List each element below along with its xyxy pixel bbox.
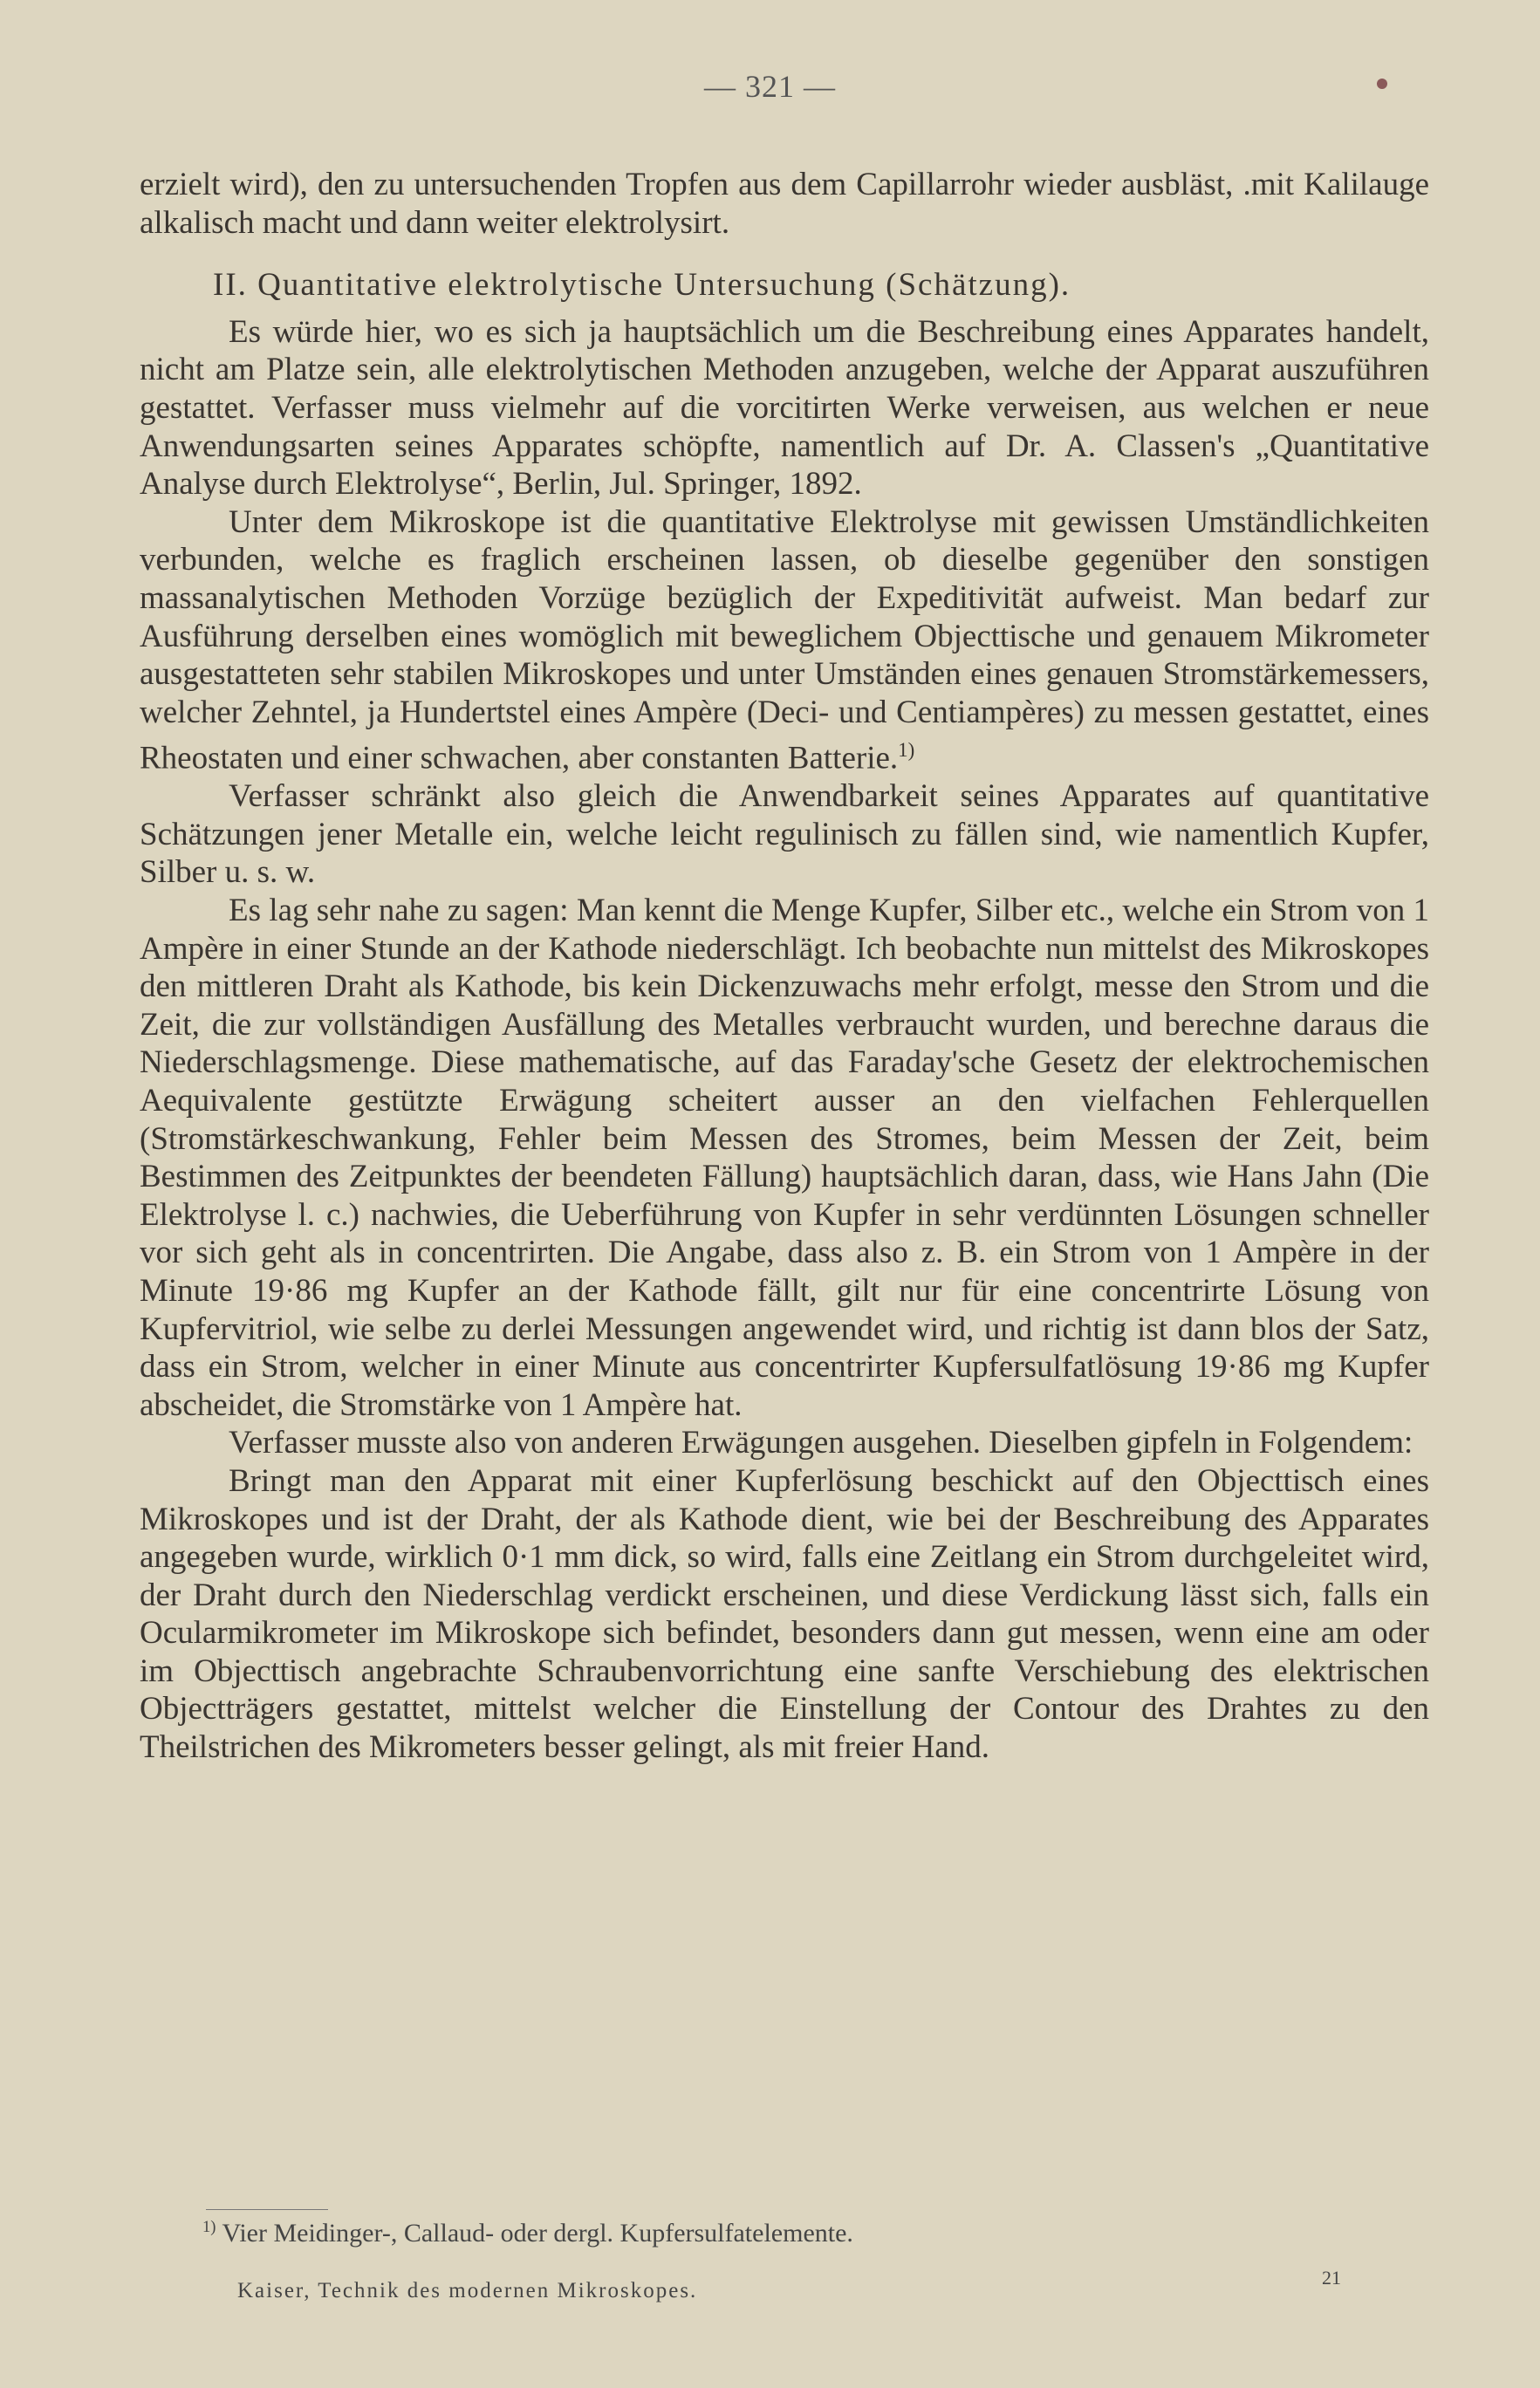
paragraph-continuation: erzielt wird), den zu untersuchenden Tropfen aus dem Capillarrohr wieder ausbläst, .mit Kalilauge alkalisch macht und dann weiter elektrolysirt. <box>140 167 1429 241</box>
paragraph: Bringt man den Apparat mit einer Kupferlösung beschickt auf den Objecttisch eines Mikroskopes und ist der Draht, der als Kathode dient, wie bei der Beschreibung des Apparates angegeben wurde, wirklich 0·1 mm dick, so wird, falls eine Zeitlang ein Strom durchgeleitet wird, der Draht durch den Niederschlag verdickt erscheinen, und diese Verdickung lässt sich, falls ein Ocularmikrometer im Mikroskope sich befindet, besonders dann gut messen, wenn eine am oder im Objecttisch angebrachte Schraubenvorrichtung eine sanfte Verschiebung des elektrischen Objectträgers gestattet, mittelst welcher die Einstellung der Contour des Drahtes zu den Theilstrichen des Mikrometers besser gelingt, als mit freier Hand. <box>140 1462 1429 1766</box>
main-text <box>140 166 1429 1767</box>
ink-spot <box>1377 79 1387 89</box>
page-number: — 321 — <box>704 69 836 104</box>
footnote-reference: 1) <box>898 739 915 762</box>
footnote-divider <box>206 2209 328 2210</box>
paragraph: Es lag sehr nahe zu sagen: Man kennt die Menge Kupfer, Silber etc., welche ein Strom von 1 Ampère in einer Stunde an der Kathode niederschlägt. Ich beobachte nun mittelst des Mikroskopes den mittleren Draht als Kathode, bis kein Dickenzuwachs mehr erfolgt, messe den Strom und die Zeit, die zur vollständigen Ausfällung des Metalles verbraucht wurden, und berechne daraus die Niederschlagsmenge. Diese mathematische, auf das Faraday'sche Gesetz der elektrochemischen Aequivalente gestützte Erwägung scheitert ausser an den vielfachen Fehlerquellen (Stromstärkeschwankung, Fehler beim Messen des Stromes, beim Messen der Zeit, beim Bestimmen des Zeitpunktes der beendeten Fällung) hauptsächlich daran, dass, wie Hans Jahn (Die Elektrolyse l. c.) nachwies, die Ueberführung von Kupfer in sehr verdünnten Lösungen schneller vor sich geht als in concentrirten. Die Angabe, dass also z. B. ein Strom von 1 Ampère in der Minute 19·86 mg Kupfer an der Kathode fällt, gilt nur für eine concentrirte Lösung von Kupfervitriol, wie selbe zu derlei Messungen angewendet wird, und richtig ist dann blos der Satz, dass ein Strom, welcher in einer Minute aus concentrirter Kupfersulfatlösung 19·86 mg Kupfer abscheidet, die Stromstärke von 1 Ampère hat. <box>140 893 1429 1423</box>
footnote <box>202 2218 1337 2248</box>
paragraph: Verfasser schränkt also gleich die Anwendbarkeit seines Apparates auf quantitative Schätzungen jener Metalle ein, welche leicht regulinisch zu fällen sind, wie namentlich Kupfer, Silber u. s. w. <box>140 778 1429 891</box>
signature-mark: 21 <box>1322 2267 1341 2289</box>
footnote-text: Vier Meidinger-, Callaud- oder dergl. Kupfersulfatelemente. <box>222 2219 853 2248</box>
footnote-marker: 1) <box>202 2218 216 2236</box>
paragraph <box>140 503 1429 777</box>
paragraph: Verfasser musste also von anderen Erwägungen ausgehen. Dieselben gipfeln in Folgendem: <box>229 1425 1413 1461</box>
running-footer: Kaiser, Technik des modernen Mikroskopes. <box>237 2279 698 2302</box>
paragraph: Es würde hier, wo es sich ja hauptsächlich um die Beschreibung eines Apparates handelt, nicht am Platze sein, alle elektrolytischen Methoden anzugeben, welche der Apparat auszuführen gestattet. Verfasser muss vielmehr auf die vorcitirten Werke verweisen, aus welchen er neue Anwendungsarten seines Apparates schöpfte, namentlich auf Dr. A. Classen's „Quantitative Analyse durch Elektrolyse“, Berlin, Jul. Springer, 1892. <box>140 313 1429 503</box>
paragraph-text: Unter dem Mikroskope ist die quantitative Elektrolyse mit gewissen Umständlichkeiten verbunden, welche es fraglich erscheinen lassen, ob dieselbe gegenüber den sonstigen massanalytischen Methoden Vorzüge bezüglich der Expeditivität aufweist. Man bedarf zur Ausführung derselben eines womöglich mit beweglichem Objecttische und genauem Mikrometer ausgestatteten sehr stabilen Mikroskopes und unter Umständen eines genauen Stromstärkemessers, welcher Zehntel, ja Hundertstel eines Ampère (Deci- und Centiampères) zu messen gestattet, eines Rheostaten und einer schwachen, aber constanten Batterie. <box>140 503 1429 777</box>
section-heading: II. Quantitative elektrolytische Untersuchung (Schätzung). <box>213 267 1071 304</box>
